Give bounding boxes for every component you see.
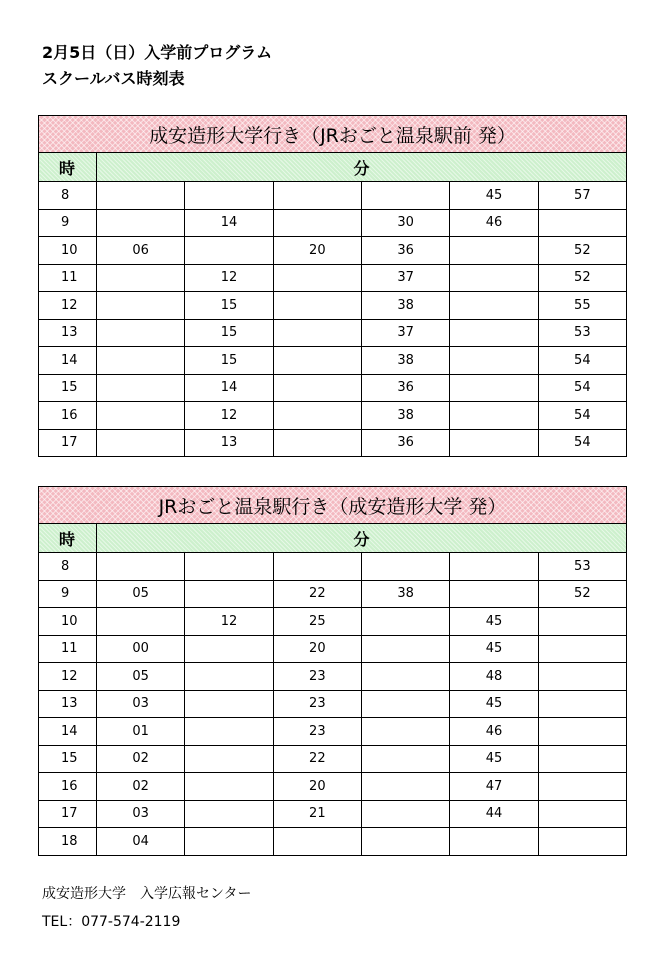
minute-cell: 20 xyxy=(273,237,361,265)
minute-cell: 23 xyxy=(273,718,361,746)
minute-cell xyxy=(450,553,538,581)
minute-cell xyxy=(185,553,273,581)
minute-cell: 53 xyxy=(538,319,626,347)
minute-cell xyxy=(273,264,361,292)
minute-cell xyxy=(361,828,449,856)
minute-cell xyxy=(538,690,626,718)
minute-cell xyxy=(185,800,273,828)
minute-cell xyxy=(450,580,538,608)
minute-cell xyxy=(538,800,626,828)
minute-cell xyxy=(273,292,361,320)
table-row xyxy=(39,608,627,636)
hour-cell: 10 xyxy=(39,237,97,265)
minute-cell: 02 xyxy=(97,773,185,801)
minute-cell xyxy=(97,429,185,457)
minute-cell: 22 xyxy=(273,580,361,608)
table-row xyxy=(39,773,627,801)
minute-cell: 54 xyxy=(538,402,626,430)
minute-cell: 00 xyxy=(97,635,185,663)
hour-cell: 14 xyxy=(39,347,97,375)
title-line-2: スクールバス時刻表 xyxy=(42,69,185,88)
minute-cell xyxy=(185,182,273,210)
minute-cell xyxy=(538,209,626,237)
minute-cell xyxy=(361,800,449,828)
minute-cell: 12 xyxy=(185,264,273,292)
minute-cell xyxy=(450,402,538,430)
table-row xyxy=(39,828,627,856)
minute-cell: 36 xyxy=(361,374,449,402)
minute-cell: 45 xyxy=(450,608,538,636)
hour-cell: 8 xyxy=(39,182,97,210)
hour-cell: 14 xyxy=(39,718,97,746)
minute-cell: 15 xyxy=(185,292,273,320)
minute-cell xyxy=(185,718,273,746)
minute-cell: 21 xyxy=(273,800,361,828)
table-header-row xyxy=(39,153,627,182)
minute-cell: 45 xyxy=(450,182,538,210)
minute-cell xyxy=(97,182,185,210)
minute-cell: 37 xyxy=(361,319,449,347)
hour-column-header: 時 xyxy=(39,153,97,182)
minute-cell: 20 xyxy=(273,773,361,801)
table-row xyxy=(39,402,627,430)
hour-cell: 13 xyxy=(39,690,97,718)
minute-cell: 45 xyxy=(450,690,538,718)
minute-cell xyxy=(273,374,361,402)
minute-cell xyxy=(273,209,361,237)
table-row xyxy=(39,580,627,608)
minute-cell: 45 xyxy=(450,635,538,663)
minute-cell xyxy=(97,209,185,237)
page-title xyxy=(42,40,272,92)
minute-cell xyxy=(361,608,449,636)
minute-cell xyxy=(185,773,273,801)
table-row xyxy=(39,182,627,210)
minute-cell: 46 xyxy=(450,209,538,237)
minute-cell xyxy=(273,182,361,210)
hour-cell: 18 xyxy=(39,828,97,856)
hour-cell: 9 xyxy=(39,209,97,237)
minute-cell xyxy=(97,347,185,375)
hour-cell: 12 xyxy=(39,663,97,691)
minute-cell xyxy=(273,828,361,856)
minute-cell: 12 xyxy=(185,608,273,636)
minute-cell: 30 xyxy=(361,209,449,237)
table-row xyxy=(39,319,627,347)
minute-cell xyxy=(538,635,626,663)
minute-cell: 15 xyxy=(185,347,273,375)
minute-cell xyxy=(450,237,538,265)
hour-column-header: 時 xyxy=(39,524,97,553)
minute-cell: 36 xyxy=(361,429,449,457)
minute-cell xyxy=(185,690,273,718)
title-line-1: 2月5日（日）入学前プログラム xyxy=(42,43,273,62)
table-row xyxy=(39,800,627,828)
minute-cell xyxy=(361,690,449,718)
minute-cell: 03 xyxy=(97,690,185,718)
minute-cell xyxy=(273,553,361,581)
minute-cell: 14 xyxy=(185,374,273,402)
minute-cell: 23 xyxy=(273,690,361,718)
table-row xyxy=(39,209,627,237)
minute-cell: 13 xyxy=(185,429,273,457)
table-row xyxy=(39,553,627,581)
minute-cell: 25 xyxy=(273,608,361,636)
minute-cell: 05 xyxy=(97,580,185,608)
minute-cell: 54 xyxy=(538,429,626,457)
minute-column-header: 分 xyxy=(97,153,627,182)
minute-cell: 55 xyxy=(538,292,626,320)
minute-column-header: 分 xyxy=(97,524,627,553)
table-row xyxy=(39,292,627,320)
footer-tel: TEL：077-574-2119 xyxy=(42,914,181,930)
minute-cell xyxy=(450,319,538,347)
table-row xyxy=(39,429,627,457)
footer-org: 成安造形大学 入学広報センター xyxy=(42,886,252,902)
minute-cell: 23 xyxy=(273,663,361,691)
minute-cell: 05 xyxy=(97,663,185,691)
hour-cell: 13 xyxy=(39,319,97,347)
minute-cell xyxy=(361,718,449,746)
minute-cell xyxy=(273,347,361,375)
minute-cell: 36 xyxy=(361,237,449,265)
table-row xyxy=(39,690,627,718)
minute-cell: 52 xyxy=(538,264,626,292)
hour-cell: 11 xyxy=(39,264,97,292)
table-row xyxy=(39,663,627,691)
table-caption-row xyxy=(39,116,627,153)
table-row xyxy=(39,718,627,746)
minute-cell xyxy=(273,319,361,347)
minute-cell: 57 xyxy=(538,182,626,210)
minute-cell xyxy=(97,374,185,402)
minute-cell: 52 xyxy=(538,580,626,608)
minute-cell xyxy=(361,663,449,691)
minute-cell: 03 xyxy=(97,800,185,828)
minute-cell: 53 xyxy=(538,553,626,581)
hour-cell: 10 xyxy=(39,608,97,636)
minute-cell: 38 xyxy=(361,402,449,430)
table-row xyxy=(39,264,627,292)
minute-cell: 01 xyxy=(97,718,185,746)
minute-cell xyxy=(450,292,538,320)
minute-cell xyxy=(185,580,273,608)
table-caption: 成安造形大学行き（JRおごと温泉駅前 発） xyxy=(39,116,627,153)
minute-cell xyxy=(538,608,626,636)
minute-cell xyxy=(97,553,185,581)
minute-cell xyxy=(97,402,185,430)
minute-cell xyxy=(185,745,273,773)
minute-cell xyxy=(361,745,449,773)
hour-cell: 12 xyxy=(39,292,97,320)
minute-cell xyxy=(361,553,449,581)
minute-cell xyxy=(273,402,361,430)
minute-cell xyxy=(450,374,538,402)
minute-cell: 06 xyxy=(97,237,185,265)
minute-cell: 52 xyxy=(538,237,626,265)
minute-cell: 38 xyxy=(361,347,449,375)
minute-cell xyxy=(538,773,626,801)
minute-cell xyxy=(97,319,185,347)
minute-cell: 04 xyxy=(97,828,185,856)
hour-cell: 8 xyxy=(39,553,97,581)
minute-cell: 22 xyxy=(273,745,361,773)
minute-cell xyxy=(97,264,185,292)
minute-cell: 46 xyxy=(450,718,538,746)
table-row xyxy=(39,745,627,773)
timetable-to-university xyxy=(38,115,627,457)
minute-cell: 12 xyxy=(185,402,273,430)
minute-cell xyxy=(97,292,185,320)
minute-cell: 54 xyxy=(538,347,626,375)
hour-cell: 15 xyxy=(39,745,97,773)
table-row xyxy=(39,374,627,402)
minute-cell xyxy=(361,773,449,801)
table-row xyxy=(39,237,627,265)
minute-cell: 14 xyxy=(185,209,273,237)
minute-cell xyxy=(97,608,185,636)
hour-cell: 17 xyxy=(39,429,97,457)
minute-cell xyxy=(273,429,361,457)
minute-cell xyxy=(538,718,626,746)
hour-cell: 9 xyxy=(39,580,97,608)
hour-cell: 17 xyxy=(39,800,97,828)
minute-cell: 47 xyxy=(450,773,538,801)
table-caption-row xyxy=(39,487,627,524)
minute-cell xyxy=(361,182,449,210)
minute-cell: 38 xyxy=(361,292,449,320)
minute-cell: 44 xyxy=(450,800,538,828)
table-caption: JRおごと温泉駅行き（成安造形大学 発） xyxy=(39,487,627,524)
minute-cell: 02 xyxy=(97,745,185,773)
minute-cell xyxy=(185,663,273,691)
minute-cell xyxy=(538,828,626,856)
minute-cell xyxy=(450,347,538,375)
hour-cell: 16 xyxy=(39,773,97,801)
hour-cell: 15 xyxy=(39,374,97,402)
minute-cell xyxy=(361,635,449,663)
minute-cell xyxy=(450,429,538,457)
minute-cell xyxy=(538,663,626,691)
minute-cell xyxy=(450,828,538,856)
minute-cell: 15 xyxy=(185,319,273,347)
minute-cell xyxy=(185,635,273,663)
hour-cell: 11 xyxy=(39,635,97,663)
table-row xyxy=(39,635,627,663)
minute-cell xyxy=(450,264,538,292)
minute-cell: 45 xyxy=(450,745,538,773)
minute-cell xyxy=(185,237,273,265)
hour-cell: 16 xyxy=(39,402,97,430)
minute-cell: 54 xyxy=(538,374,626,402)
minute-cell xyxy=(185,828,273,856)
timetable-to-station xyxy=(38,486,627,856)
table-row xyxy=(39,347,627,375)
minute-cell xyxy=(538,745,626,773)
minute-cell: 48 xyxy=(450,663,538,691)
minute-cell: 20 xyxy=(273,635,361,663)
minute-cell: 38 xyxy=(361,580,449,608)
minute-cell: 37 xyxy=(361,264,449,292)
table-header-row xyxy=(39,524,627,553)
